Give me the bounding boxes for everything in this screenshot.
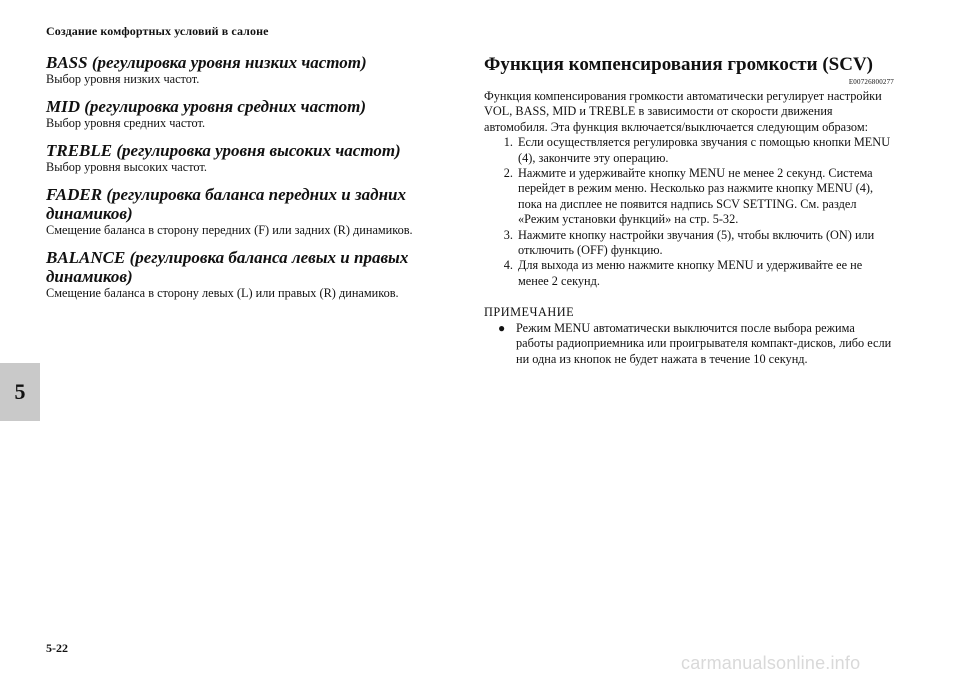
note-text: Режим MENU автоматически выключится после выбора режима работы радиоприемника или проигрывателя компакт-дисков, либо если ни одна из кнопок не будет нажата в течение 10 секунд. <box>516 320 892 366</box>
bullet-icon: ● <box>498 320 506 335</box>
step-item: 2. Нажмите и удерживайте кнопку MENU не менее 2 секунд. Система перейдет в режим меню. Несколько раз нажмите кнопку MENU (4), пока на дисплее не появится надпись SCV SETTING. См. раздел «Режим установки функций» на стр. 5-32. <box>516 166 894 228</box>
section-balance <box>46 248 466 301</box>
left-column <box>46 53 466 311</box>
chapter-tab <box>0 363 40 421</box>
chapter-number: 5 <box>14 379 26 404</box>
right-column <box>484 53 894 367</box>
scv-heading: Функция компенсирования громкости (SCV) <box>484 54 873 75</box>
step-item: 3. Нажмите кнопку настройки звучания (5), чтобы включить (ON) или отключить (OFF) функцию. <box>516 228 894 259</box>
section-fader <box>46 185 466 238</box>
section-mid <box>46 97 466 131</box>
scv-intro: Функция компенсирования громкости автоматически регулирует настройки VOL, BASS, MID и TREBLE в зависимости от скорости движения автомобиля. Эта функция включается/выключается следующим образом: <box>484 89 882 134</box>
watermark: carmanualsonline.info <box>681 653 861 673</box>
section-text: Смещение баланса в сторону передних (F) или задних (R) динамиков. <box>46 223 413 237</box>
steps-list <box>484 135 894 289</box>
section-text: Смещение баланса в сторону левых (L) или правых (R) динамиков. <box>46 286 399 300</box>
section-heading: BASS (регулировка уровня низких частот) <box>46 53 367 72</box>
page-number: 5-22 <box>46 641 68 655</box>
section-heading: TREBLE (регулировка уровня высоких частот) <box>46 141 401 160</box>
document-code: E00726800277 <box>848 78 894 86</box>
section-text: Выбор уровня средних частот. <box>46 116 206 130</box>
section-text: Выбор уровня низких частот. <box>46 72 200 86</box>
section-heading: MID (регулировка уровня средних частот) <box>46 97 367 116</box>
section-heading: FADER (регулировка баланса передних и задних динамиков) <box>46 185 406 223</box>
section-treble <box>46 141 466 175</box>
step-item: 4. Для выхода из меню нажмите кнопку MENU и удерживайте ее не менее 2 секунд. <box>516 258 894 289</box>
note-item <box>498 321 894 367</box>
note-label: ПРИМЕЧАНИЕ <box>484 305 575 320</box>
running-header: Создание комфортных условий в салоне <box>46 24 269 38</box>
section-text: Выбор уровня высоких частот. <box>46 160 207 174</box>
step-item: 1. Если осуществляется регулировка звучания с помощью кнопки MENU (4), закончите эту операцию. <box>516 135 894 166</box>
section-heading: BALANCE (регулировка баланса левых и правых динамиков) <box>46 248 409 286</box>
section-bass <box>46 53 466 87</box>
